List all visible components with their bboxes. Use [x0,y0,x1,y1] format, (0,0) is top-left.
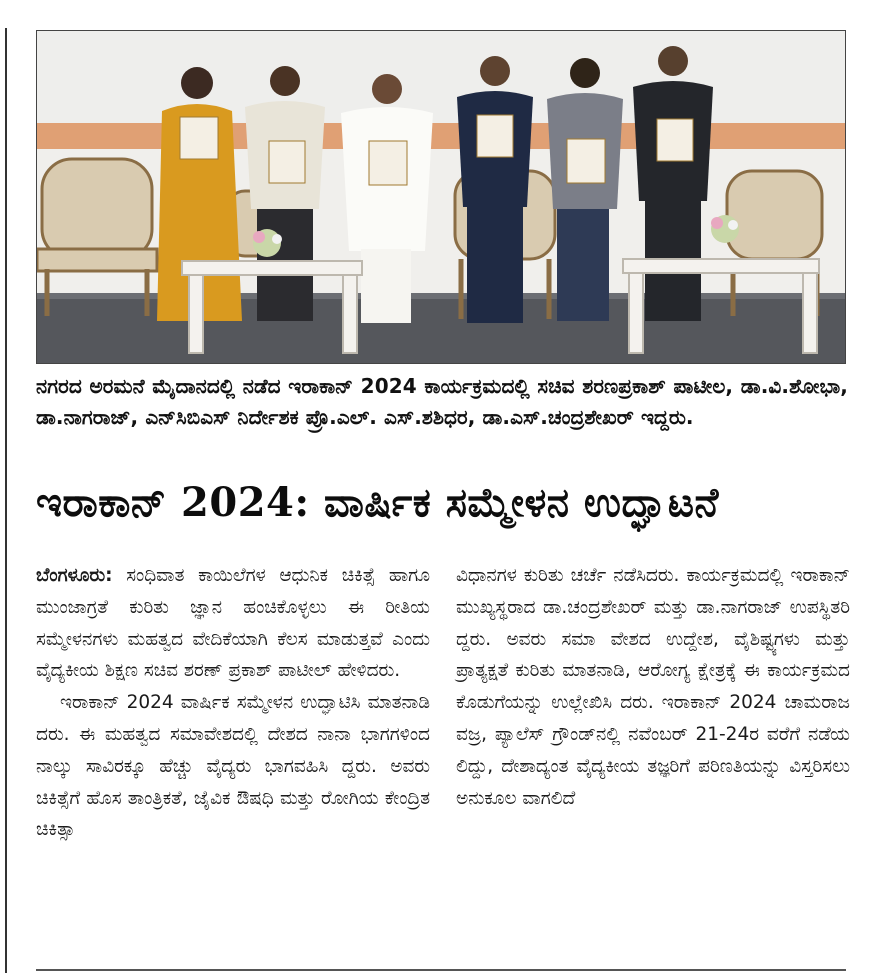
article-column-left [36,560,430,846]
paragraph-2: ಇರಾಕಾನ್ 2024 ವಾರ್ಷಿಕ ಸಮ್ಮೇಳನ ಉದ್ಘಾಟಿಸಿ ಮಾತನಾಡಿ ದರು. ಈ ಮಹತ್ವದ ಸಮಾವೇಶದಲ್ಲಿ ದೇಶದ ನಾನಾ ಭಾಗಗಳಿಂದ ನಾಲ್ಕು ಸಾವಿರಕ್ಕೂ ಹೆಚ್ಚು ವೈದ್ಯರು ಭಾಗವಹಿಸಿ ದ್ದರು. ಅವರು ಚಿಕಿತ್ಸೆಗೆ ಹೊಸ ತಾಂತ್ರಿಕತೆ, ಜೈವಿಕ ಔಷಧಿ ಮತ್ತು ರೋಗಿಯ ಕೇಂದ್ರಿತ ಚಿಕಿತ್ಸಾ [36,692,430,841]
photo-caption: ನಗರದ ಅರಮನೆ ಮೈದಾನದಲ್ಲಿ ನಡೆದ ಇರಾಕಾನ್ 2024 ಕಾರ್ಯಕ್ರಮದಲ್ಲಿ ಸಚಿವ ಶರಣಪ್ರಕಾಶ್ ಪಾಟೀಲ, ಡಾ.ವಿ.ಶೋಭಾ, ಡಾ.ನಾಗರಾಜ್, ಎನ್‌ಸಿಬಿಎಸ್ ನಿರ್ದೇಶಕ ಪ್ರೊ.ಎಲ್. ಎಸ್.ಶಶಿಧರ, ಡಾ.ಎಸ್.ಚಂದ್ರಶೇಖರ್ ಇದ್ದರು. [36,374,848,429]
paragraph-3: ವಿಧಾನಗಳ ಕುರಿತು ಚರ್ಚೆ ನಡೆಸಿದರು. ಕಾರ್ಯಕ್ರಮದಲ್ಲಿ ಇರಾಕಾನ್ ಮುಖ್ಯಸ್ಥರಾದ ಡಾ.ಚಂದ್ರಶೇಖರ್ ಮತ್ತು ಡಾ.ನಾಗರಾಜ್ ಉಪಸ್ಥಿತರಿ ದ್ದರು. ಅವರು ಸಮಾ ವೇಶದ ಉದ್ದೇಶ, ವೈಶಿಷ್ಟ್ಯಗಳು ಮತ್ತು ಪ್ರಾತ್ಯಕ್ಷತೆ ಕುರಿತು ಮಾತನಾಡಿ, ಆರೋಗ್ಯ ಕ್ಷೇತ್ರಕ್ಕೆ ಈ ಕಾರ್ಯಕ್ರಮದ ಕೊಡುಗೆಯನ್ನು ಉಲ್ಲೇಖಿಸಿ ದರು. ಇರಾಕಾನ್ 2024 ಚಾಮರಾಜ ವಜ್ರ, ಪ್ಯಾಲೆಸ್ ಗ್ರೌಂಡ್‌ನಲ್ಲಿ ನವೆಂಬರ್ 21-24ರ ವರೆಗೆ ನಡೆಯ ಲಿದ್ದು, ದೇಶಾದ್ಯಂತ ವೈದ್ಯಕೀಯ ತಜ್ಞರಿಗೆ ಪರಿಣತಿಯನ್ನು ವಿಸ್ತರಿಸಲು ಅನುಕೂಲ ವಾಗಲಿದೆ [456,565,850,809]
photo-person-4 [457,56,533,323]
dateline: ಬೆಂಗಳೂರು: [36,565,113,586]
bottom-rule [36,969,846,971]
column-rule [5,28,7,973]
photo-person-6 [633,46,713,321]
photo-person-2 [245,66,325,321]
paragraph-1-text: ಸಂಧಿವಾತ ಕಾಯಿಲೆಗಳ ಆಧುನಿಕ ಚಿಕಿತ್ಸೆ ಹಾಗೂ ಮುಂಜಾಗ್ರತೆ ಕುರಿತು ಜ್ಞಾನ ಹಂಚಿಕೊಳ್ಳಲು ಈ ರೀತಿಯ ಸಮ್ಮೇಳನಗಳು ಮಹತ್ವದ ವೇದಿಕೆಯಾಗಿ ಕೆಲಸ ಮಾಡುತ್ತವೆ ಎಂದು ವೈದ್ಯಕೀಯ ಶಿಕ್ಷಣ ಸಚಿವ ಶರಣ್ ಪ್ರಕಾಶ್ ಪಾಟೀಲ್ ಹೇಳಿದರು. [36,565,430,682]
article-column-right [456,560,850,814]
headline: ಇರಾಕಾನ್ 2024: ವಾರ್ಷಿಕ ಸಮ್ಮೇಳನ ಉದ್ಘಾಟನೆ [36,479,719,526]
event-photo [36,30,846,364]
photo-stripe [37,123,846,149]
paragraph-1 [36,560,430,687]
